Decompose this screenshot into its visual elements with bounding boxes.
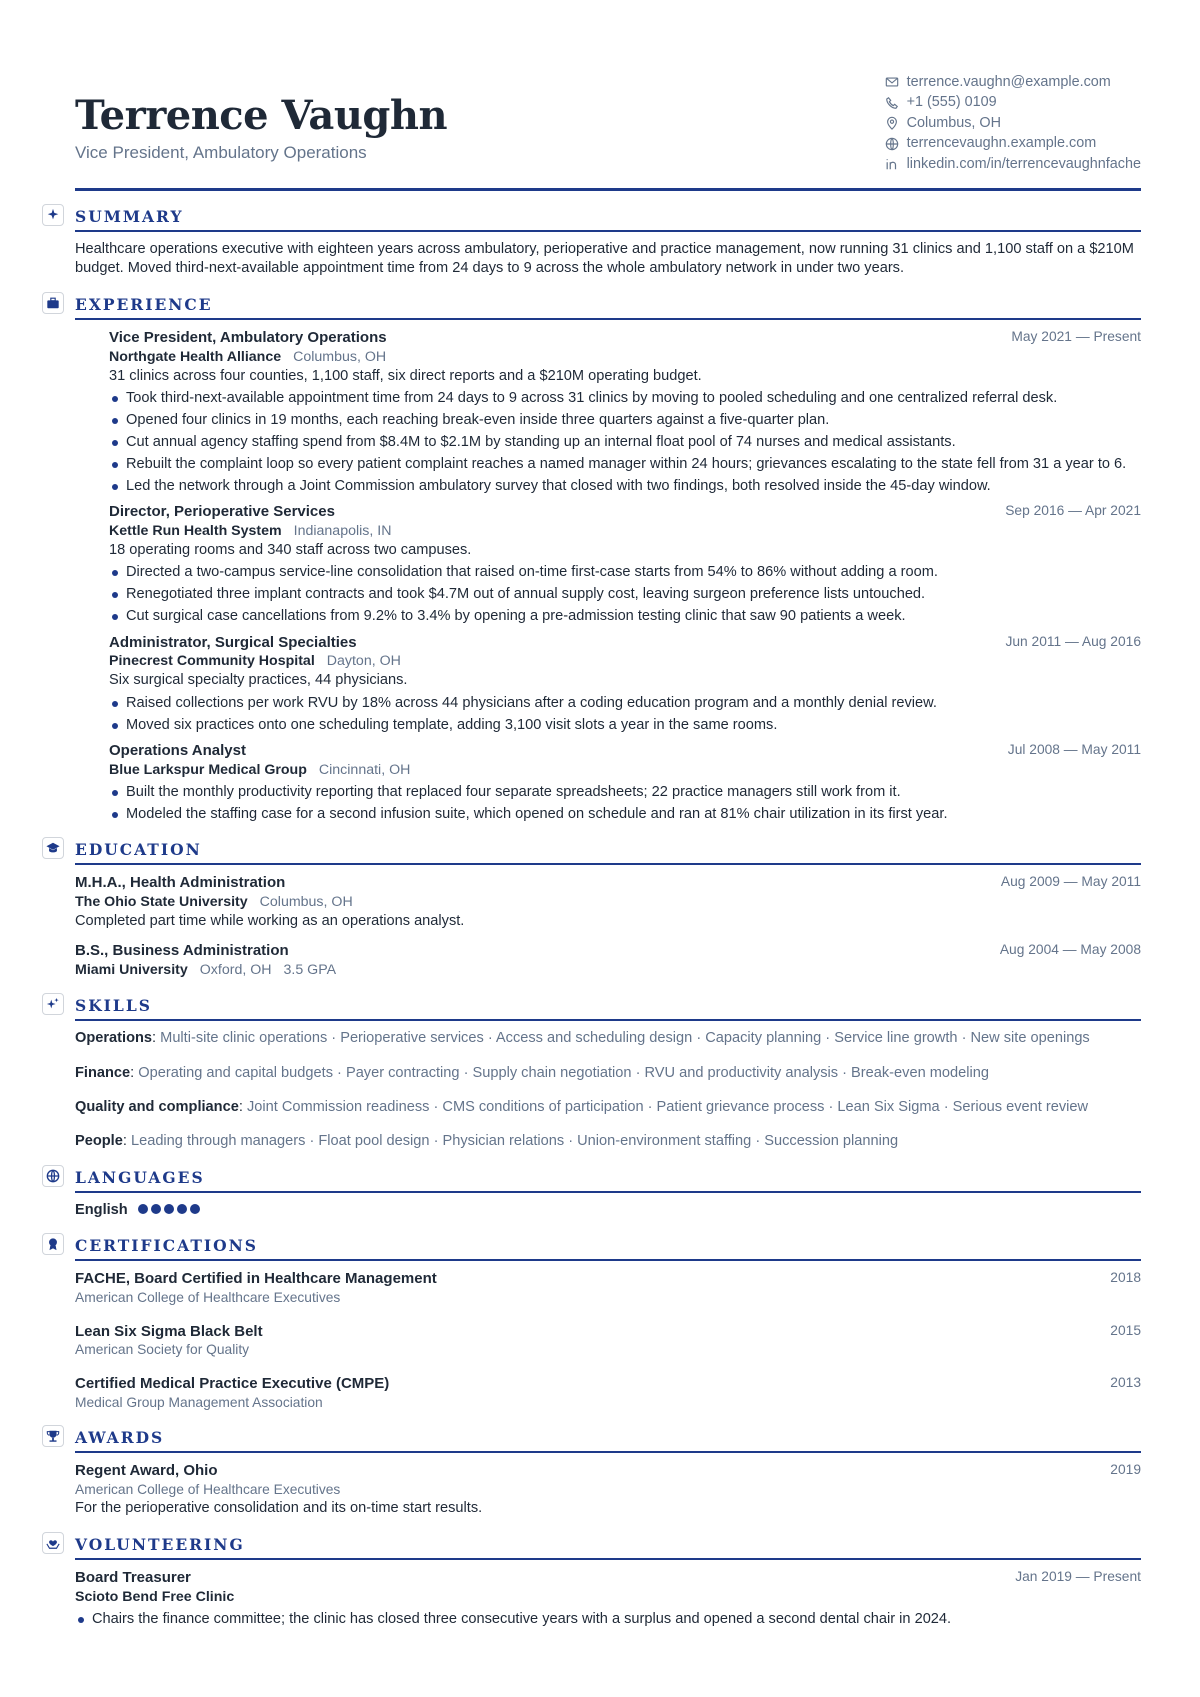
skill-group: Operations: Multi-site clinic operations · Perioperative services · Access and scheduling design · Capacity planning · Service line growth · New site openings [75, 1030, 1090, 1047]
job-bullet: Built the monthly productivity reporting that replaced four separate spreadsheets; 22 practice managers still work from it. [109, 783, 1141, 802]
contact-linkedin-text: linkedin.com/in/terrencevaughnfache [906, 155, 1141, 172]
experience-section [75, 291, 1141, 824]
certification-item [75, 1322, 1141, 1360]
experience-header [75, 291, 1141, 320]
hands-heart-icon [42, 1532, 64, 1554]
certification-item [75, 1374, 1141, 1412]
contact-website-text: terrencevaughn.example.com [906, 135, 1097, 152]
skill-group-name: Operations [75, 1030, 153, 1047]
certification-name: FACHE, Board Certified in Healthcare Management [75, 1270, 437, 1288]
skill-group-list: Leading through managers · Float pool design · Physician relations · Union-environment staffing · Succession planning [130, 1133, 899, 1150]
language-level-dot [190, 1204, 200, 1214]
language-name: English [75, 1201, 128, 1218]
certification-year: 2015 [1110, 1322, 1141, 1338]
skills-title: SKILLS [75, 996, 152, 1016]
job-title: Administrator, Surgical Specialties [109, 633, 357, 651]
job-date: May 2021 — Present [1011, 328, 1141, 344]
education-date: Aug 2009 — May 2011 [1000, 874, 1141, 890]
job-bullet: Moved six practices onto one scheduling template, adding 3,100 visit slots a year in the same rooms. [109, 716, 1141, 735]
job-bullet: Cut surgical case cancellations from 9.2% to 3.4% by opening a pre-admission testing clinic that saw 90 patients a week. [109, 607, 1141, 626]
volunteering-title: VOLUNTEERING [75, 1534, 245, 1554]
company-name: Pinecrest Community Hospital [109, 653, 315, 670]
language-level-dot [138, 1204, 148, 1214]
experience-item [109, 502, 1141, 626]
skill-group-name: Finance [75, 1064, 131, 1081]
awards-title: AWARDS [75, 1428, 165, 1448]
trophy-icon [42, 1425, 64, 1447]
contact-email[interactable] [885, 72, 1141, 93]
job-bullet: Led the network through a Joint Commission ambulatory survey that closed with two findings, both resolved inside the 45-day window. [109, 477, 1141, 496]
volunteering-section [75, 1531, 1141, 1629]
experience-title: EXPERIENCE [75, 294, 213, 314]
contact-phone-text: +1 (555) 0109 [906, 94, 997, 111]
job-summary: 18 operating rooms and 340 staff across two campuses. [109, 541, 472, 558]
school-name: The Ohio State University [75, 894, 248, 911]
volunteer-org: Scioto Bend Free Clinic [75, 1588, 235, 1605]
certification-issuer: American College of Healthcare Executives [75, 1290, 341, 1306]
awards-header [75, 1424, 1141, 1453]
mail-icon [885, 75, 899, 89]
summary-section [75, 203, 1141, 279]
job-bullet: Renegotiated three implant contracts and took $4.7M out of annual supply cost, leaving surgeon preference lists untouched. [109, 585, 1141, 604]
job-summary: 31 clinics across four counties, 1,100 staff, six direct reports and a $210M operating budget. [109, 367, 702, 384]
job-title: Operations Analyst [109, 742, 246, 760]
summary-text: Healthcare operations executive with eighteen years across ambulatory, perioperative and practice management, now running 31 clinics and 1,100 staff on a $210M budget. Moved third-next-available appointment time from 24 days to 9 across the whole ambulatory network in under two years. [75, 241, 1134, 277]
volunteer-date: Jan 2019 — Present [1015, 1568, 1141, 1584]
skills-header [75, 992, 1141, 1021]
globe-icon [885, 137, 899, 151]
map-pin-icon [885, 116, 899, 130]
gpa: 3.5 GPA [283, 962, 337, 979]
language-level-dot [177, 1204, 187, 1214]
languages-icon [42, 1165, 64, 1187]
candidate-headline: Vice President, Ambulatory Operations [75, 143, 367, 162]
job-summary: Six surgical specialty practices, 44 physicians. [109, 672, 408, 689]
certifications-title: CERTIFICATIONS [75, 1236, 258, 1256]
school-name: Miami University [75, 962, 188, 979]
languages-title: LANGUAGES [75, 1167, 205, 1187]
certification-issuer: American Society for Quality [75, 1342, 250, 1358]
company-name: Northgate Health Alliance [109, 348, 282, 365]
award-item [75, 1461, 1141, 1519]
language-item [75, 1201, 1141, 1220]
degree: B.S., Business Administration [75, 942, 289, 960]
skill-group: Finance: Operating and capital budgets · Payer contracting · Supply chain negotiation · RVU and productivity analysis · Break-even modeling [75, 1064, 989, 1081]
job-date: Jul 2008 — May 2011 [1007, 742, 1141, 758]
volunteering-item [75, 1568, 1141, 1629]
job-bullet: Modeled the staffing case for a second infusion suite, which opened on schedule and ran at 81% chair utilization in its first year. [109, 805, 1141, 824]
sparkle-icon [42, 993, 64, 1015]
skill-group: People: Leading through managers · Float pool design · Physician relations · Union-environment staffing · Succession planning [75, 1133, 899, 1150]
language-level-dot [151, 1204, 161, 1214]
certification-issuer: Medical Group Management Association [75, 1394, 323, 1410]
skill-group-name: Quality and compliance [75, 1099, 239, 1115]
experience-item [109, 741, 1141, 824]
education-section [75, 836, 1141, 980]
contact-linkedin[interactable] [885, 154, 1141, 175]
school-location: Oxford, OH [199, 962, 272, 979]
award-note: For the perioperative consolidation and its on-time start results. [75, 1500, 483, 1517]
skill-group-list: Multi-site clinic operations · Perioperative services · Access and scheduling design · Capacity planning · Service line growth · New site openings [160, 1030, 1090, 1047]
skill-group-name: People [75, 1133, 123, 1150]
certificate-icon [42, 1233, 64, 1255]
contact-location [885, 113, 1141, 134]
job-location: Cincinnati, OH [318, 761, 411, 778]
summary-title: SUMMARY [75, 207, 184, 226]
certification-year: 2018 [1110, 1270, 1141, 1286]
candidate-name: Terrence Vaughn [75, 92, 448, 139]
contact-phone[interactable] [885, 93, 1141, 114]
education-title: EDUCATION [75, 840, 202, 860]
volunteer-role: Board Treasurer [75, 1568, 191, 1586]
certification-year: 2013 [1110, 1374, 1141, 1390]
volunteering-header [75, 1531, 1141, 1560]
languages-header [75, 1164, 1141, 1193]
job-bullet: Raised collections per work RVU by 18% across 44 physicians after a coding education program and a monthly denial review. [109, 694, 1141, 713]
contact-list [885, 72, 1141, 175]
award-year: 2019 [1110, 1462, 1141, 1478]
job-bullet: Directed a two-campus service-line consolidation that raised on-time first-case starts from 54% to 86% without adding a room. [109, 563, 1141, 582]
certifications-section [75, 1232, 1141, 1412]
experience-item [109, 328, 1141, 496]
summary-icon [42, 204, 64, 226]
skill-group: Quality and compliance: Joint Commission readiness · CMS conditions of participation · Patient grievance process · Lean Six Sigma · Serious event review [75, 1099, 1089, 1115]
volunteer-bullet: Chairs the finance committee; the clinic has closed three consecutive years with a surplus and opened a second dental chair in 2024. [75, 1610, 1141, 1629]
certification-name: Certified Medical Practice Executive (CMPE) [75, 1374, 390, 1392]
language-level-dot [164, 1204, 174, 1214]
job-location: Dayton, OH [326, 653, 401, 670]
school-location: Columbus, OH [259, 894, 353, 911]
job-date: Sep 2016 — Apr 2021 [1005, 503, 1141, 519]
certifications-header [75, 1232, 1141, 1261]
skills-section [75, 992, 1141, 1152]
awards-section [75, 1424, 1141, 1519]
linkedin-icon [885, 157, 899, 171]
certification-name: Lean Six Sigma Black Belt [75, 1322, 263, 1340]
contact-email-text: terrence.vaughn@example.com [906, 73, 1111, 90]
skill-group-list: Operating and capital budgets · Payer contracting · Supply chain negotiation · RVU and productivity analysis · Break-even modeling [138, 1064, 989, 1081]
education-item [75, 941, 1141, 980]
graduation-cap-icon [42, 837, 64, 859]
education-header [75, 836, 1141, 865]
languages-section [75, 1164, 1141, 1220]
degree: M.H.A., Health Administration [75, 874, 286, 892]
experience-item [109, 633, 1141, 736]
education-date: Aug 2004 — May 2008 [999, 942, 1141, 958]
contact-website[interactable] [885, 134, 1141, 155]
award-issuer: American College of Healthcare Executives [75, 1482, 341, 1497]
job-location: Indianapolis, IN [293, 523, 392, 539]
job-date: Jun 2011 — Aug 2016 [1005, 633, 1141, 649]
job-bullet: Took third-next-available appointment time from 24 days to 9 across 31 clinics by moving to pooled scheduling and one centralized referral desk. [109, 389, 1141, 408]
job-location: Columbus, OH [293, 348, 387, 365]
briefcase-icon [42, 292, 64, 314]
contact-location-text: Columbus, OH [906, 114, 1001, 131]
resume-header [75, 72, 1141, 191]
phone-icon [885, 96, 899, 110]
job-title: Director, Perioperative Services [109, 503, 335, 521]
job-bullet: Rebuilt the complaint loop so every patient complaint reaches a named manager within 24 hours; grievances escalating to the state fell from 31 a year to 6. [109, 455, 1141, 474]
award-name: Regent Award, Ohio [75, 1462, 218, 1480]
summary-header [75, 203, 1141, 232]
job-title: Vice President, Ambulatory Operations [109, 328, 387, 346]
job-bullet: Opened four clinics in 19 months, each reaching break-even inside three quarters against a five-quarter plan. [109, 411, 1141, 430]
certification-item [75, 1269, 1141, 1307]
company-name: Blue Larkspur Medical Group [109, 761, 307, 778]
job-bullet: Cut annual agency staffing spend from $8.4M to $2.1M by standing up an internal float pool of 74 nurses and medical assistants. [109, 433, 1141, 452]
company-name: Kettle Run Health System [109, 523, 282, 539]
education-item [75, 873, 1141, 931]
language-level [138, 1201, 203, 1220]
skill-group-list: Joint Commission readiness · CMS conditions of participation · Patient grievance process · Lean Six Sigma · Serious event review [246, 1099, 1089, 1115]
education-note: Completed part time while working as an operations analyst. [75, 912, 465, 929]
